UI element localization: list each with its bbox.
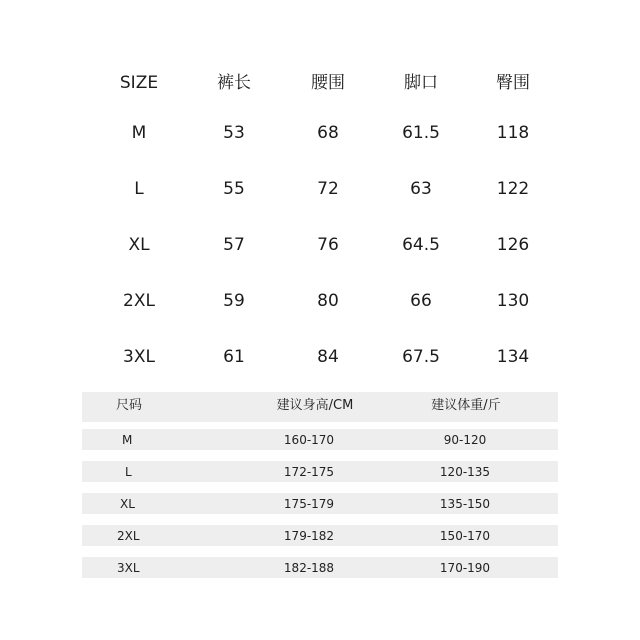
table-cell: 150-170 bbox=[439, 529, 491, 543]
table-cell: 76 bbox=[317, 235, 339, 255]
table-cell: 61 bbox=[223, 347, 245, 367]
table-cell: 172-175 bbox=[283, 465, 335, 479]
table-cell: 59 bbox=[223, 291, 245, 311]
table-cell: 3XL bbox=[123, 347, 155, 367]
header-hem: 脚口 bbox=[404, 73, 438, 93]
header-size: 尺码 bbox=[116, 398, 143, 413]
table-cell: 84 bbox=[317, 347, 339, 367]
table-cell: 68 bbox=[317, 123, 339, 143]
table-cell: 182-188 bbox=[283, 561, 335, 575]
table-cell: 160-170 bbox=[283, 433, 335, 447]
table-cell: 2XL bbox=[123, 291, 155, 311]
table-cell: XL bbox=[120, 497, 135, 511]
header-weight: 建议体重/斤 bbox=[431, 398, 501, 413]
table-cell: 53 bbox=[223, 123, 245, 143]
table-cell: 134 bbox=[496, 347, 530, 367]
table-cell: M bbox=[131, 123, 147, 143]
header-hip: 臀围 bbox=[496, 73, 530, 93]
table-cell: 3XL bbox=[117, 561, 140, 575]
header-height: 建议身高/CM bbox=[276, 398, 354, 413]
table-cell: 90-120 bbox=[443, 433, 487, 447]
table-cell: M bbox=[122, 433, 133, 447]
table-cell: 80 bbox=[317, 291, 339, 311]
table-cell: 63 bbox=[410, 179, 432, 199]
table-cell: 55 bbox=[223, 179, 245, 199]
table-cell: 130 bbox=[496, 291, 530, 311]
table-cell: 57 bbox=[223, 235, 245, 255]
header-waist: 腰围 bbox=[311, 73, 345, 93]
size-recommendation-table bbox=[82, 392, 558, 588]
table-cell: 2XL bbox=[117, 529, 140, 543]
table-cell: 61.5 bbox=[402, 123, 440, 143]
header-size: SIZE bbox=[119, 73, 159, 93]
table-cell: 179-182 bbox=[283, 529, 335, 543]
header-pants-length: 裤长 bbox=[217, 73, 251, 93]
table-cell: 67.5 bbox=[402, 347, 440, 367]
table-cell: 170-190 bbox=[439, 561, 491, 575]
table-cell: 120-135 bbox=[439, 465, 491, 479]
table-cell: 122 bbox=[496, 179, 530, 199]
table-cell: 66 bbox=[410, 291, 432, 311]
table-cell: XL bbox=[128, 235, 150, 255]
table-cell: L bbox=[125, 465, 132, 479]
table-cell: L bbox=[134, 179, 144, 199]
table-cell: 64.5 bbox=[402, 235, 440, 255]
table-cell: 135-150 bbox=[439, 497, 491, 511]
table-cell: 126 bbox=[496, 235, 530, 255]
table-cell: 175-179 bbox=[283, 497, 335, 511]
table-cell: 72 bbox=[317, 179, 339, 199]
table-cell: 118 bbox=[496, 123, 530, 143]
